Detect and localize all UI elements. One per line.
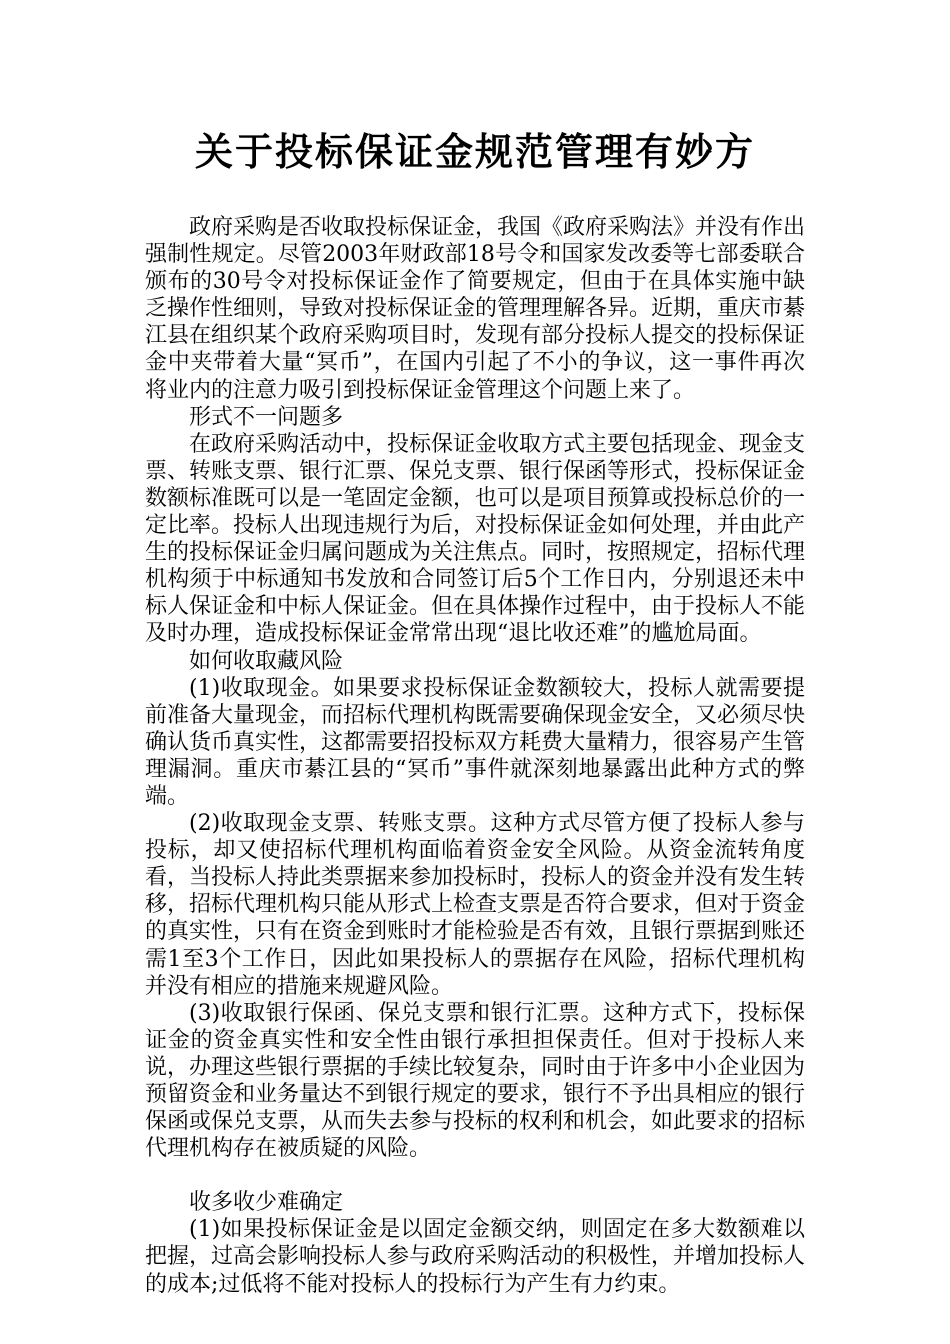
paragraph-risk-cash: (1)收取现金。如果要求投标保证金数额较大，投标人就需要提前准备大量现金，而招标代理机构既需要确保现金安全，又必须尽快确认货币真实性，这都需要招投标双方耗费大量精力，很容易产生管理漏洞。重庆市綦江县的“冥币”事件就深刻地暴露出此种方式的弊端。 [145, 675, 806, 809]
document-title: 关于投标保证金规范管理有妙方 [194, 129, 755, 174]
document-body [145, 214, 805, 1298]
section-heading-forms: 形式不一问题多 [189, 404, 344, 430]
section-heading-amount: 收多收少难确定 [189, 1190, 344, 1216]
paragraph-spacer [145, 1162, 805, 1189]
section-heading-risks: 如何收取藏风险 [189, 648, 344, 674]
paragraph-forms: 在政府采购活动中，投标保证金收取方式主要包括现金、现金支票、转账支票、银行汇票、保兑支票、银行保函等形式，投标保证金数额标准既可以是一笔固定金额，也可以是项目预算或投标总价的一定比率。投标人出现违规行为后，对投标保证金如何处理，并由此产生的投标保证金归属问题成为关注焦点。同时，按照规定，招标代理机构须于中标通知书发放和合同签订后5个工作日内，分别退还未中标人保证金和中标人保证金。但在具体操作过程中，由于投标人不能及时办理，造成投标保证金常常出现“退比收还难”的尴尬局面。 [145, 431, 806, 647]
paragraph-risk-cheque: (2)收取现金支票、转账支票。这种方式尽管方便了投标人参与投标，却又使招标代理机构面临着资金安全风险。从资金流转角度看，当投标人持此类票据来参加投标时，投标人的资金并没有发生转移，招标代理机构只能从形式上检查支票是否符合要求，但对于资金的真实性，只有在资金到账时才能检验是否有效，且银行票据到账还需1至3个工作日，因此如果投标人的票据存在风险，招标代理机构并没有相应的措施来规避风险。 [145, 811, 806, 999]
paragraph-risk-guarantee: (3)收取银行保函、保兑支票和银行汇票。这种方式下，投标保证金的资金真实性和安全性由银行承担担保责任。但对于投标人来说，办理这些银行票据的手续比较复杂，同时由于许多中小企业因为预留资金和业务量达不到银行规定的要求，银行不予出具相应的银行保函或保兑支票，从而失去参与投标的权利和机会，如此要求的招标代理机构存在被质疑的风险。 [145, 1000, 806, 1162]
paragraph-intro: 政府采购是否收取投标保证金，我国《政府采购法》并没有作出强制性规定。尽管2003年财政部18号令和国家发改委等七部委联合颁布的30号令对投标保证金作了简要规定，但由于在具体实施中缺乏操作性细则，导致对投标保证金的管理理解各异。近期，重庆市綦江县在组织某个政府采购项目时，发现有部分投标人提交的投标保证金中夹带着大量“冥币”，在国内引起了不小的争议，这一事件再次将业内的注意力吸引到投标保证金管理这个问题上来了。 [145, 215, 806, 403]
paragraph-amount-fixed: (1)如果投标保证金是以固定金额交纳，则固定在多大数额难以把握，过高会影响投标人参与政府采购活动的积极性，并增加投标人的成本;过低将不能对投标人的投标行为产生有力约束。 [145, 1217, 806, 1297]
